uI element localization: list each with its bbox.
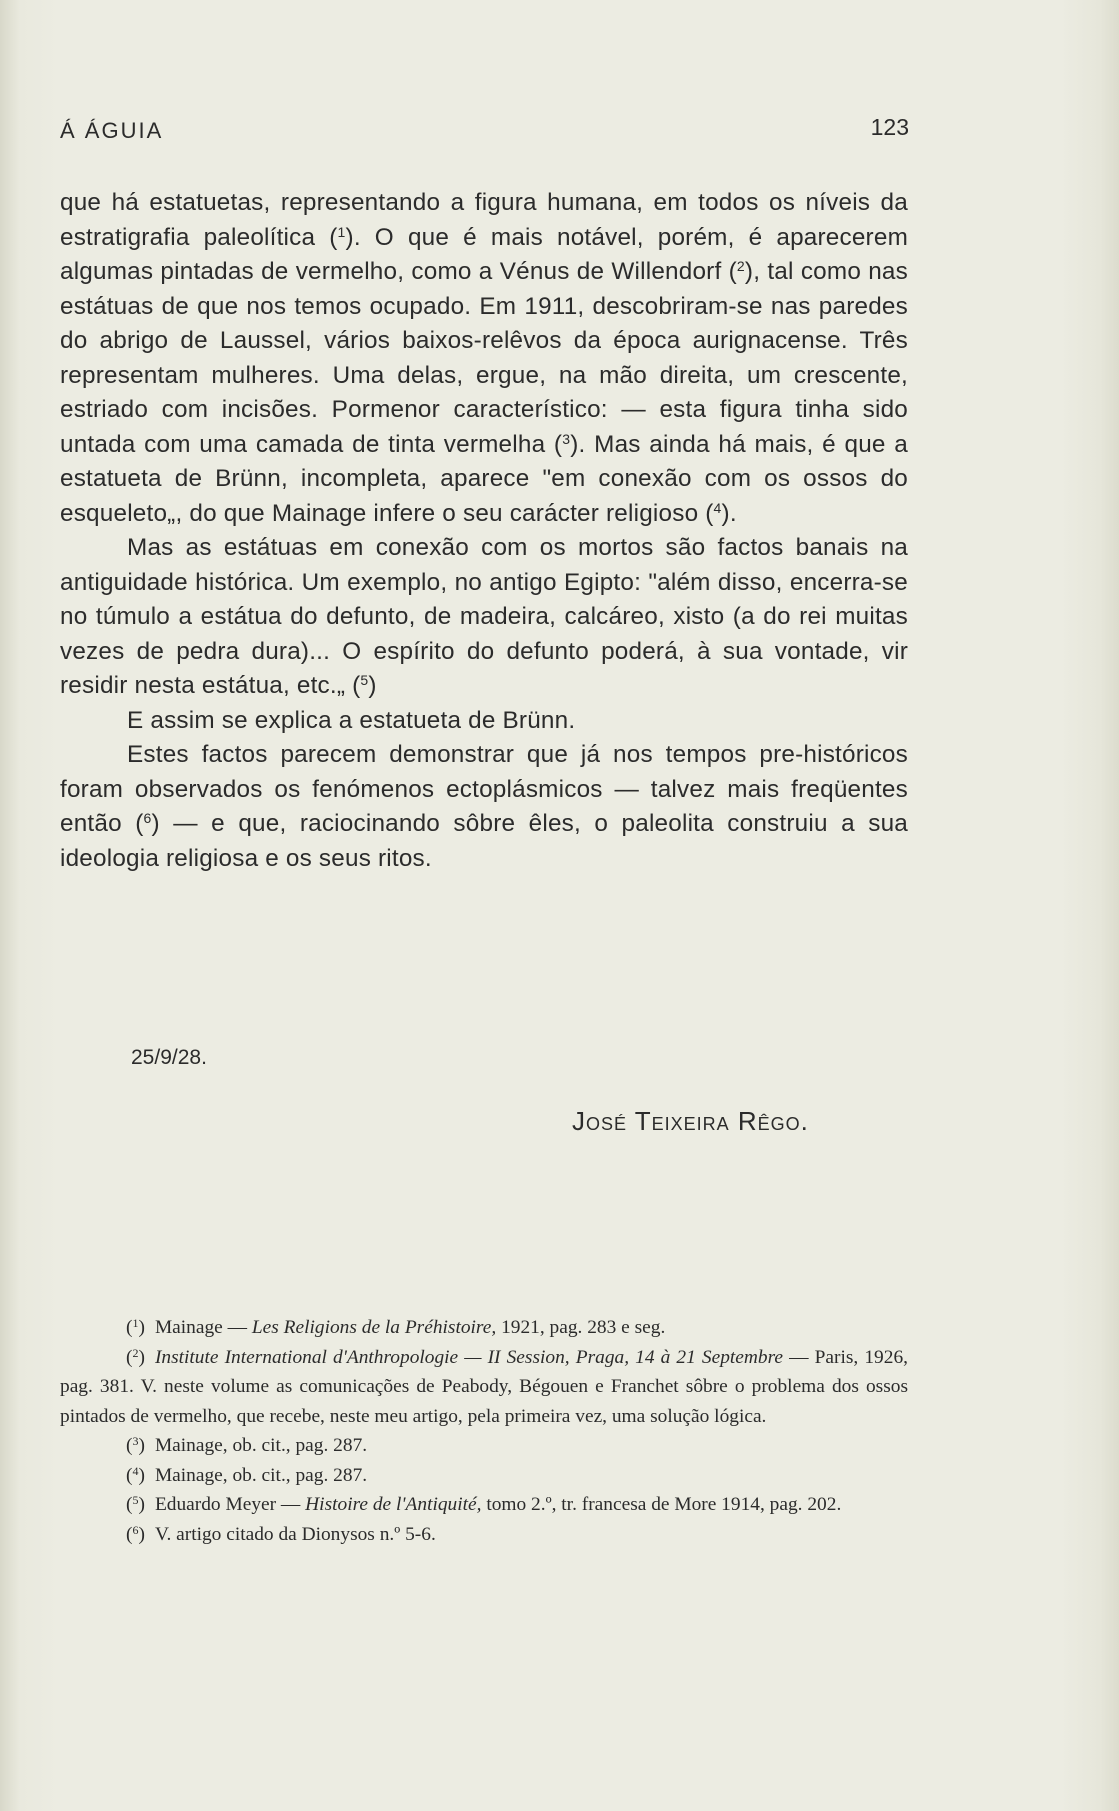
article-body — [60, 186, 908, 876]
paragraph: que há estatuetas, representando a figura humana, em todos os níveis da estratigrafia paleolítica ($^1$). O que é mais notável, porém, é aparecerem algumas pintadas de vermelho, como a Vénus de Willendorf ($^2$), tal como nas estátuas de que nos temos ocupado. Em 1911, descobriram-se nas paredes do abrigo de Laussel, vários baixos-relêvos da época aurignacense. Três representam mulheres. Uma delas, ergue, na mão direita, um crescente, estriado com incisões. Pormenor característico: — esta figura tinha sido untada com uma camada de tinta vermelha ($^3$). Mas ainda há mais, é que a estatueta de Brünn, incompleta, aparece "em conexão com os ossos do esqueleto„, do que Mainage infere o seu carácter religioso ($^4$). — [60, 189, 909, 527]
page-header — [60, 114, 909, 148]
footnote-mark: ($^5$) — [126, 1493, 145, 1515]
footnote: ($^6$) V. artigo citado da Dionysos n.º 5-6. — [126, 1522, 436, 1545]
footnote: ($^2$) Institute International d'Anthropologie — II Session, Praga, 14 à 21 Septembre — Paris, 1926, pag. 381. V. neste volume as comunicações de Peabody, Bégouen e Franchet sôbre o problema dos ossos pintados de vermelho, que recebe, neste meu artigo, pela primeira vez, uma solução lógica. — [60, 1345, 908, 1427]
footnote-ref: 5 — [360, 672, 369, 688]
footnote: ($^1$) Mainage — Les Religions de la Préhistoire, 1921, pag. 283 e seg. — [126, 1316, 666, 1338]
footnote-ref: 2 — [736, 258, 745, 274]
author-signature: José Teixeira Rêgo. — [572, 1106, 809, 1136]
footnote: ($^4$) Mainage, ob. cit., pag. 287. — [126, 1463, 368, 1486]
paragraph: E assim se explica a estatueta de Brünn. — [127, 706, 576, 734]
footnote: ($^5$) Eduardo Meyer — Histoire de l'Antiquité, tomo 2.º, tr. francesa de More 1914, pag. 202. — [126, 1493, 842, 1515]
page-number: 123 — [870, 114, 909, 140]
footnote-mark: ($^3$) — [126, 1434, 145, 1456]
paragraph: Estes factos parecem demonstrar que já nos tempos pre-históricos foram observados os fenómenos ectoplásmicos — talvez mais freqüentes então ($^6$) — e que, raciocinando sôbre êles, o paleolita construiu a sua ideologia religiosa e os seus ritos. — [60, 741, 909, 872]
footnote-mark: ($^2$) — [126, 1345, 145, 1368]
footnotes — [60, 1313, 908, 1549]
footnote-mark: ($^6$) — [126, 1522, 145, 1545]
paragraph: Mas as estátuas em conexão com os mortos são factos banais na antiguidade histórica. Um exemplo, no antigo Egipto: "além disso, encerra-se no túmulo a estátua do defunto, de madeira, calcáreo, xisto (a do rei muitas vezes de pedra dura)... O espírito do defunto poderá, à sua vontade, vir residir nesta estátua, etc.„ ($^5$) — [60, 534, 908, 699]
footnote-mark: ($^1$) — [126, 1316, 145, 1338]
footnote: ($^3$) Mainage, ob. cit., pag. 287. — [126, 1434, 368, 1456]
running-head: Á ÁGUIA — [60, 118, 164, 143]
footnote-ref: 6 — [143, 810, 152, 826]
footnote-ref: 1 — [337, 223, 346, 240]
footnote-mark: ($^4$) — [126, 1463, 145, 1486]
footnote-ref: 4 — [713, 499, 722, 516]
footnote-ref: 3 — [562, 430, 571, 447]
article-date: 25/9/28. — [131, 1046, 207, 1069]
